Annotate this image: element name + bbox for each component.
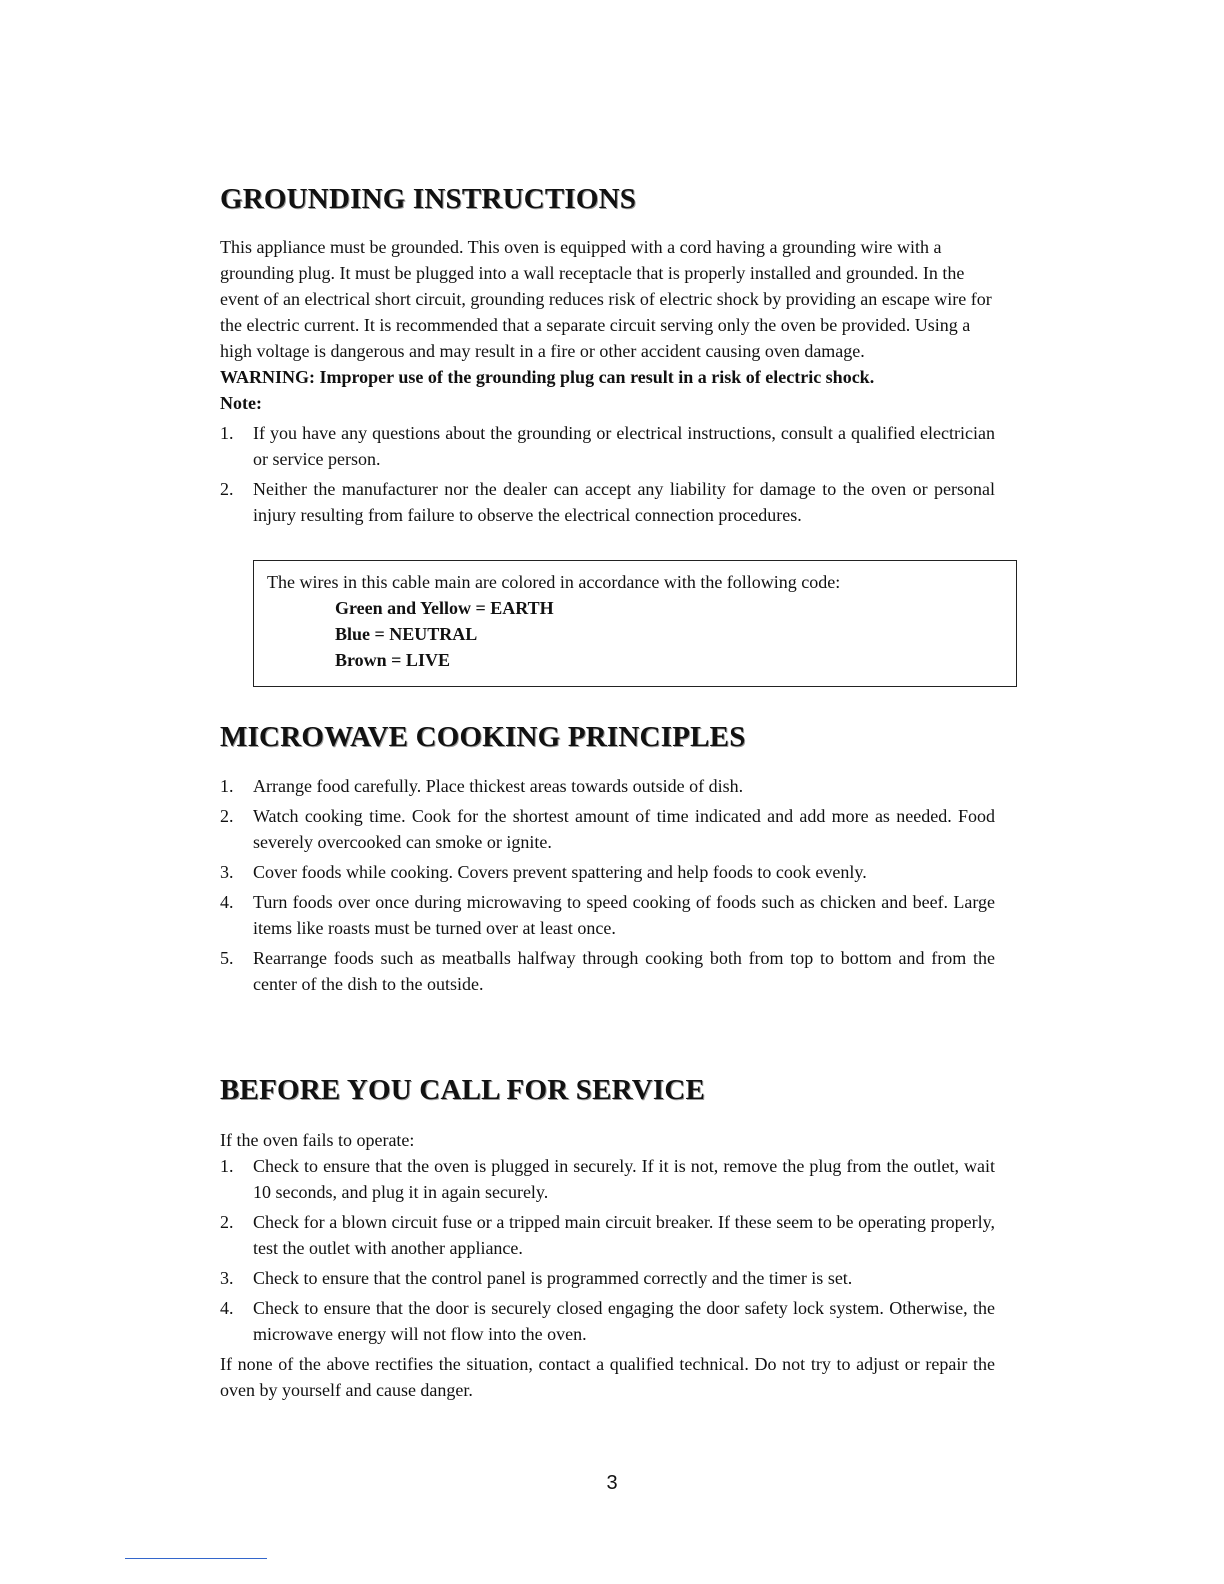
list-item-number: 3. bbox=[220, 1268, 234, 1288]
list-item bbox=[220, 1295, 995, 1347]
wire-code-neutral: Blue = NEUTRAL bbox=[335, 624, 478, 644]
list-item-text: If you have any questions about the grounding or electrical instructions, consult a qualified electrician or service person. bbox=[253, 423, 995, 469]
list-item-number: 2. bbox=[220, 1212, 234, 1232]
service-intro: If the oven fails to operate: bbox=[220, 1130, 415, 1150]
service-closing: If none of the above rectifies the situation, contact a qualified technical. Do not try to adjust or repair the oven by yourself and cause danger. bbox=[220, 1354, 995, 1400]
service-list bbox=[220, 1153, 995, 1347]
service-section bbox=[220, 1127, 995, 1403]
list-item-text: Arrange food carefully. Place thickest areas towards outside of dish. bbox=[253, 776, 744, 796]
list-item-number: 2. bbox=[220, 479, 234, 499]
list-item-number: 3. bbox=[220, 862, 234, 882]
cooking-title: MICROWAVE COOKING PRINCIPLES bbox=[220, 721, 746, 753]
list-item-number: 4. bbox=[220, 892, 234, 912]
list-item-text: Check to ensure that the oven is plugged in securely. If it is not, remove the plug from the outlet, wait 10 seconds, and plug it in again securely. bbox=[253, 1156, 995, 1202]
list-item-text: Rearrange foods such as meatballs halfway through cooking both from top to bottom and from the center of the dish to the outside. bbox=[253, 948, 995, 994]
list-item-text: Check for a blown circuit fuse or a tripped main circuit breaker. If these seem to be operating properly, test the outlet with another appliance. bbox=[253, 1212, 995, 1258]
list-item-number: 1. bbox=[220, 423, 234, 443]
grounding-warning: WARNING: Improper use of the grounding plug can result in a risk of electric shock. bbox=[220, 367, 875, 387]
grounding-body: This appliance must be grounded. This oven is equipped with a cord having a grounding wire with a grounding plug. It must be plugged into a wall receptacle that is properly installed and grounded. In the event of an electrical short circuit, grounding reduces risk of electric shock by providing an escape wire for the electric current. It is recommended that a separate circuit serving only the oven be provided. Using a high voltage is dangerous and may result in a fire or other accident causing oven damage. bbox=[220, 237, 992, 361]
wire-box-intro: The wires in this cable main are colored in accordance with the following code: bbox=[267, 572, 841, 592]
grounding-title: GROUNDING INSTRUCTIONS bbox=[220, 183, 637, 215]
list-item bbox=[220, 420, 995, 472]
list-item bbox=[220, 945, 995, 997]
list-item-text: Turn foods over once during microwaving to speed cooking of foods such as chicken and beef. Large items like roasts must be turned over at least once. bbox=[253, 892, 995, 938]
list-item-number: 5. bbox=[220, 948, 234, 968]
list-item-text: Cover foods while cooking. Covers prevent spattering and help foods to cook evenly. bbox=[253, 862, 867, 882]
list-item-text: Watch cooking time. Cook for the shortest amount of time indicated and add more as needed. Food severely overcooked can smoke or ignite. bbox=[253, 806, 995, 852]
cooking-section bbox=[220, 773, 995, 1001]
list-item bbox=[220, 889, 995, 941]
list-item-number: 1. bbox=[220, 776, 234, 796]
page-number: 3 bbox=[606, 1472, 618, 1494]
list-item-number: 2. bbox=[220, 806, 234, 826]
list-item bbox=[220, 859, 995, 885]
list-item-number: 1. bbox=[220, 1156, 234, 1176]
wire-code-live: Brown = LIVE bbox=[335, 650, 450, 670]
wire-code-earth: Green and Yellow = EARTH bbox=[335, 598, 554, 618]
grounding-notes-list bbox=[220, 420, 995, 528]
cooking-list bbox=[220, 773, 995, 997]
list-item bbox=[220, 1265, 995, 1291]
list-item-text: Check to ensure that the control panel is programmed correctly and the timer is set. bbox=[253, 1268, 853, 1288]
list-item bbox=[220, 773, 995, 799]
list-item bbox=[220, 803, 995, 855]
list-item bbox=[220, 476, 995, 528]
list-item-number: 4. bbox=[220, 1298, 234, 1318]
list-item bbox=[220, 1209, 995, 1261]
note-label: Note: bbox=[220, 393, 262, 413]
footnote-rule bbox=[125, 1558, 267, 1559]
service-title: BEFORE YOU CALL FOR SERVICE bbox=[220, 1074, 706, 1106]
wire-color-code-box bbox=[253, 560, 1017, 687]
list-item-text: Check to ensure that the door is securely closed engaging the door safety lock system. Otherwise, the microwave energy will not flow into the oven. bbox=[253, 1298, 995, 1344]
list-item-text: Neither the manufacturer nor the dealer can accept any liability for damage to the oven or personal injury resulting from failure to observe the electrical connection procedures. bbox=[253, 479, 995, 525]
grounding-section bbox=[220, 234, 995, 532]
list-item bbox=[220, 1153, 995, 1205]
